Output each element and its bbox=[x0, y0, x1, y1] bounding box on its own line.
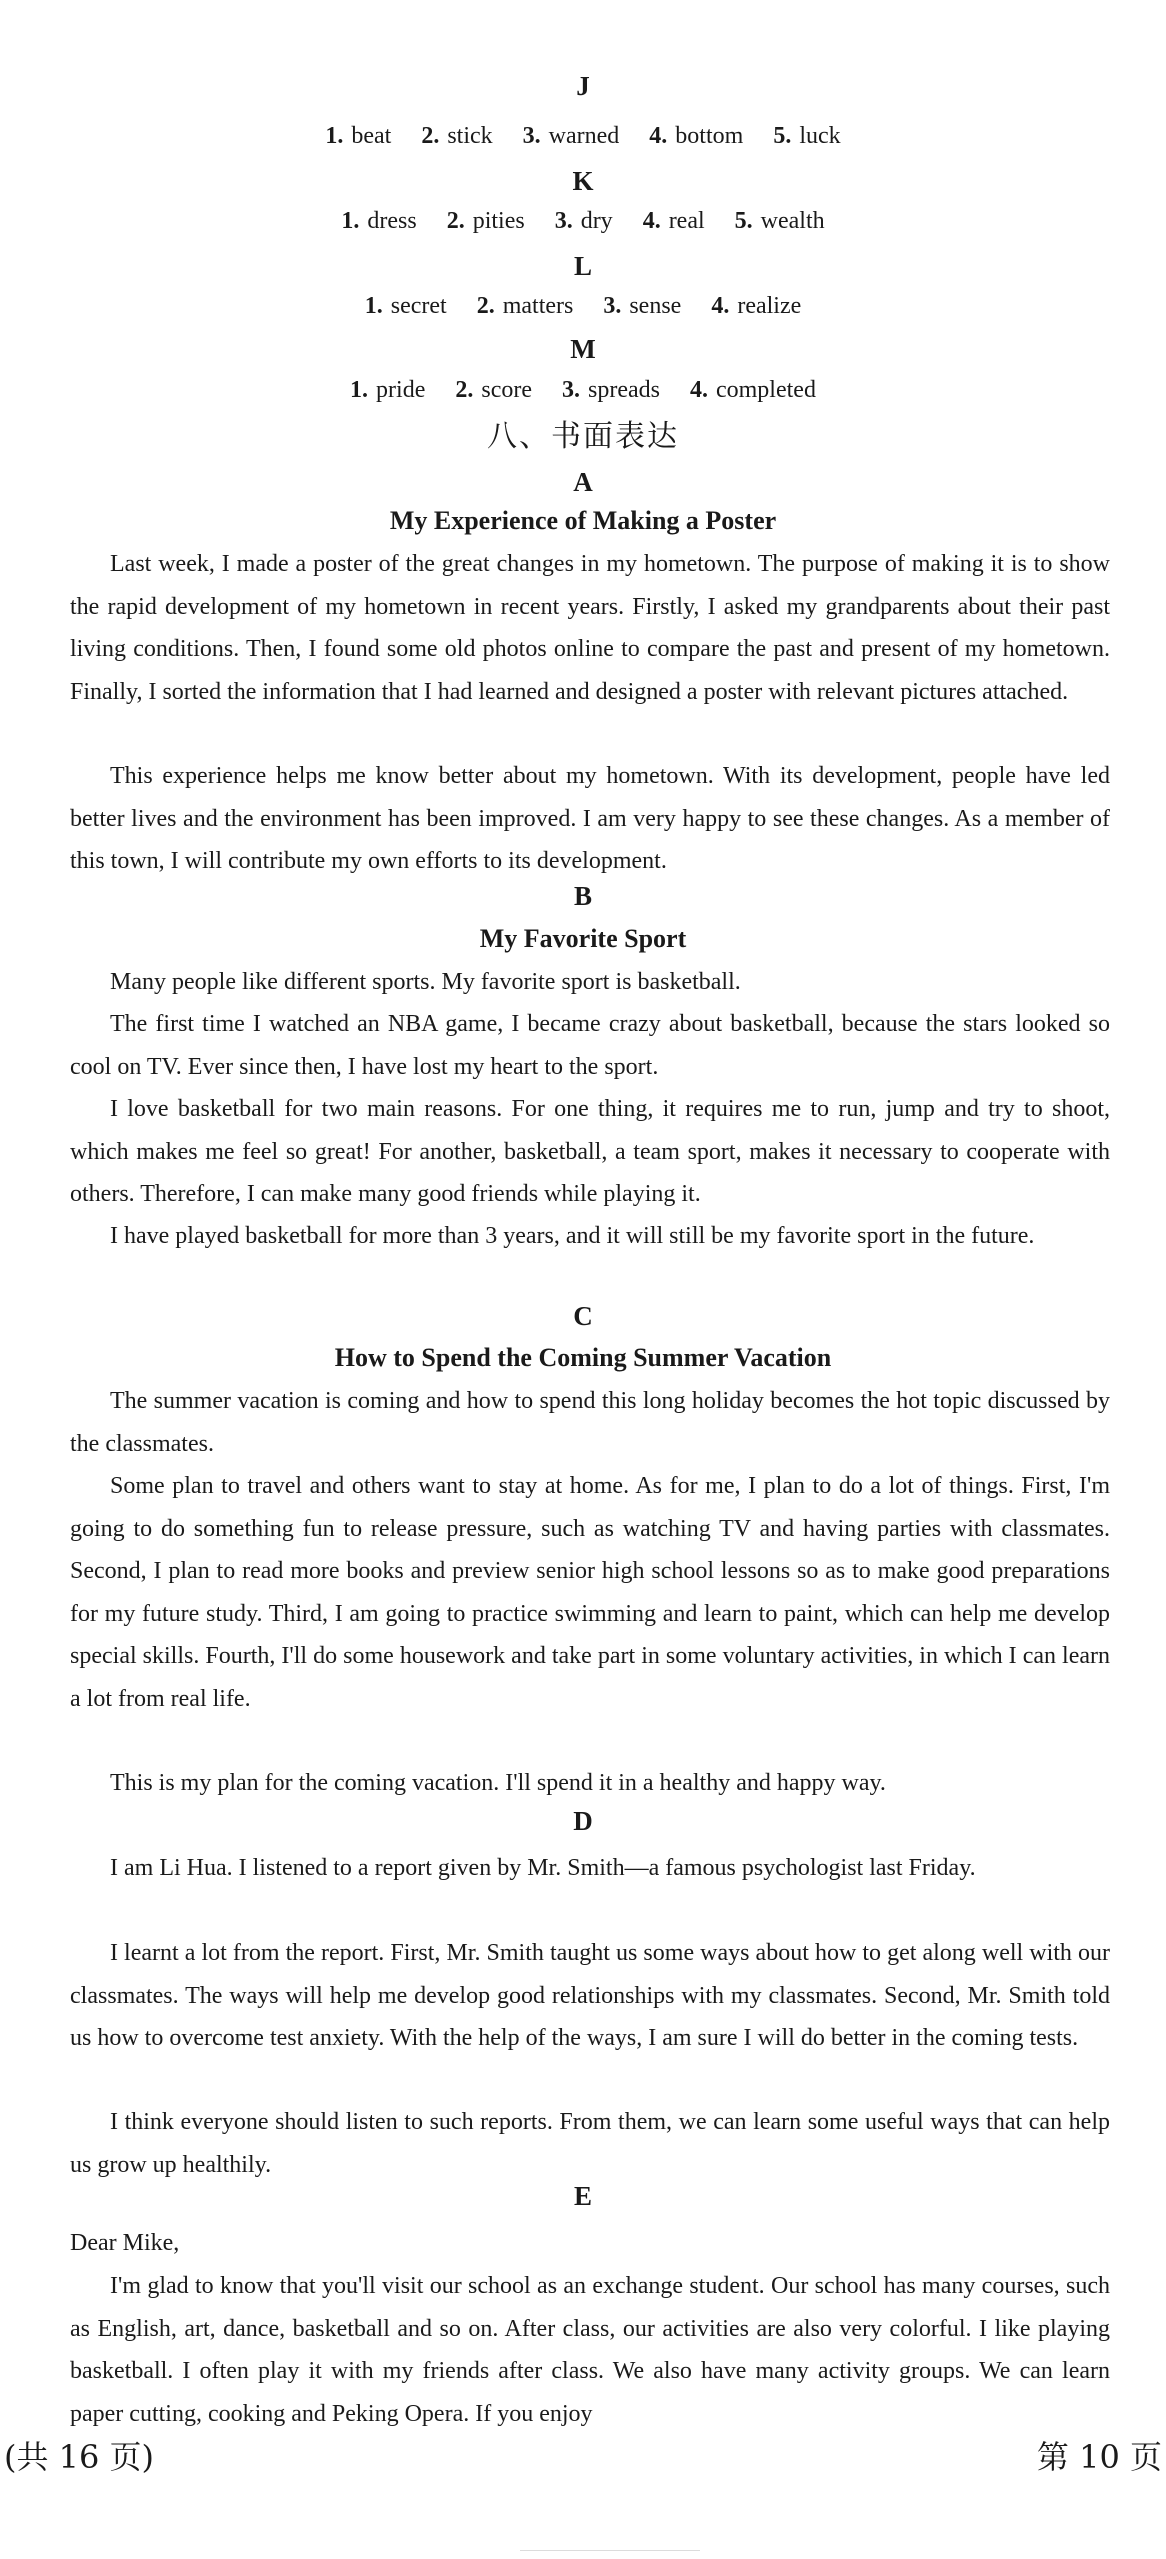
answer-item: 4. real bbox=[642, 208, 705, 234]
answer-item: 4. realize bbox=[711, 293, 802, 319]
essay-b-paragraph: The first time I watched an NBA game, I became crazy about basketball, because the stars looked so cool on TV. Ever since then, I have lost my heart to the sport. bbox=[70, 1011, 1110, 1080]
section-heading: 八、书面表达 bbox=[487, 419, 679, 454]
essay-b-label: B bbox=[573, 881, 592, 911]
answer-row-j bbox=[0, 120, 1166, 152]
footer-total-pages: (共 16 页) bbox=[4, 2438, 155, 2476]
answer-item: 3. sense bbox=[603, 293, 682, 319]
essay-d-paragraph: I learnt a lot from the report. First, Mr. Smith taught us some ways about how to get along well with our classmates. The ways will help me develop good relationships with my classmates. Second, Mr. Smith told us how to overcome test anxiety. With the help of the ways, I am sure I will do better in the coming tests. bbox=[70, 1940, 1110, 2051]
essay-c-label: C bbox=[573, 1301, 593, 1331]
essay-e-label: E bbox=[573, 2181, 592, 2211]
section-letter-j: J bbox=[576, 71, 590, 101]
answer-item: 2. score bbox=[455, 377, 532, 403]
essay-d-label: D bbox=[573, 1806, 593, 1836]
answer-item: 4. completed bbox=[689, 377, 816, 403]
answer-row-k bbox=[0, 205, 1166, 237]
answer-item: 4. bottom bbox=[649, 123, 744, 149]
letter-salutation: Dear Mike, bbox=[70, 2230, 180, 2256]
answer-row-m bbox=[0, 374, 1166, 406]
section-letter-m: M bbox=[570, 334, 596, 364]
essay-a-paragraph: Last week, I made a poster of the great changes in my hometown. The purpose of making it is to show the rapid development of my hometown in recent years. Firstly, I asked my grandparents about their past living conditions. Then, I found some old photos online to compare the past and present of my hometown. Finally, I sorted the information that I had learned and designed a poster with relevant pictures attached. bbox=[70, 551, 1110, 705]
bottom-divider bbox=[520, 2550, 700, 2551]
essay-c-paragraph: This is my plan for the coming vacation. I'll spend it in a healthy and happy way. bbox=[110, 1770, 886, 1796]
essay-c-paragraph: The summer vacation is coming and how to spend this long holiday becomes the hot topic discussed by the classmates. bbox=[70, 1388, 1110, 1457]
answer-item: 1. dress bbox=[341, 208, 417, 234]
essay-c-paragraph: Some plan to travel and others want to stay at home. As for me, I plan to do a lot of things. First, I'm going to do something fun to release pressure, such as watching TV and having parties with classmates. Second, I plan to read more books and preview senior high school lessons so as to make good preparations for my future study. Third, I am going to practice swimming and learn to paint, which can help me develop special skills. Fourth, I'll do some housework and take part in some voluntary activities, in which I can learn a lot from real life. bbox=[70, 1473, 1110, 1712]
essay-c-title: How to Spend the Coming Summer Vacation bbox=[334, 1343, 832, 1372]
answer-item: 3. spreads bbox=[562, 377, 660, 403]
footer-page-number: 第 10 页 bbox=[1036, 2438, 1162, 2476]
essay-b-title: My Favorite Sport bbox=[479, 924, 687, 953]
section-letter-k: K bbox=[572, 166, 594, 196]
answer-item: 3. dry bbox=[554, 208, 613, 234]
answer-item: 5. luck bbox=[773, 123, 841, 149]
section-letter-l: L bbox=[573, 251, 592, 281]
answer-item: 2. stick bbox=[421, 123, 493, 149]
essay-b-paragraph: I have played basketball for more than 3 years, and it will still be my favorite sport in the future. bbox=[110, 1223, 1035, 1249]
answer-item: 2. matters bbox=[476, 293, 574, 319]
essay-e-paragraph: I'm glad to know that you'll visit our school as an exchange student. Our school has many courses, such as English, art, dance, basketball and so on. After class, our activities are also very colorful. I like playing basketball. I often play it with my friends after class. We also have many activity groups. We can learn paper cutting, cooking and Peking Opera. If you enjoy bbox=[70, 2273, 1110, 2427]
essay-b-paragraph: Many people like different sports. My favorite sport is basketball. bbox=[110, 969, 741, 995]
answer-item: 1. pride bbox=[350, 377, 426, 403]
essay-d-paragraph: I am Li Hua. I listened to a report given by Mr. Smith—a famous psychologist last Friday. bbox=[110, 1855, 976, 1881]
answer-item: 5. wealth bbox=[734, 208, 825, 234]
answer-row-l bbox=[0, 290, 1166, 322]
answer-item: 3. warned bbox=[522, 123, 620, 149]
answer-item: 1. beat bbox=[325, 123, 392, 149]
essay-a-title: My Experience of Making a Poster bbox=[389, 506, 777, 535]
essay-b-paragraph: I love basketball for two main reasons. For one thing, it requires me to run, jump and try to shoot, which makes me feel so great! For another, basketball, a team sport, makes it necessary to cooperate with others. Therefore, I can make many good friends while playing it. bbox=[70, 1096, 1110, 1207]
essay-d-paragraph: I think everyone should listen to such reports. From them, we can learn some useful ways that can help us grow up healthily. bbox=[70, 2109, 1110, 2178]
essay-a-paragraph: This experience helps me know better about my hometown. With its development, people have led better lives and the environment has been improved. I am very happy to see these changes. As a member of this town, I will contribute my own efforts to its development. bbox=[70, 763, 1110, 874]
answer-item: 1. secret bbox=[364, 293, 447, 319]
answer-item: 2. pities bbox=[446, 208, 525, 234]
essay-a-label: A bbox=[573, 467, 593, 497]
